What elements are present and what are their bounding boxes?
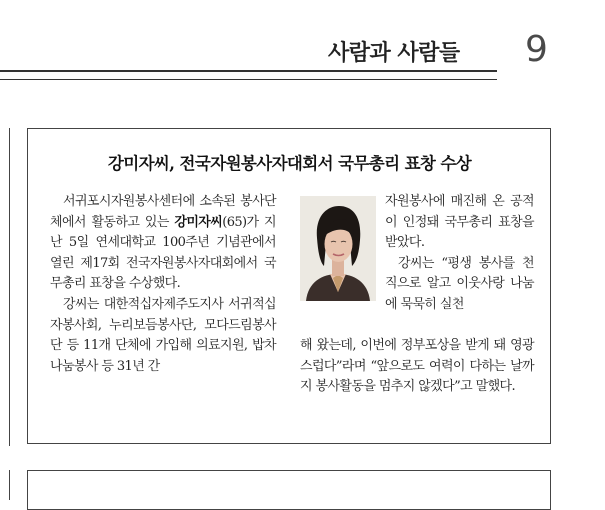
portrait-illustration [300, 196, 376, 301]
paragraph-text: (65)가 지난 5일 연세대학교 100주년 기념관에서 열린 제17회 전국자원봉사자대회에서 국무총리 표창을 수상했다. [50, 214, 276, 292]
article-paragraph: 자원봉사에 매진해 온 공적이 인정돼 국무총리 표창을 받았다. [385, 194, 534, 251]
paragraph-text: 서귀포시자원봉사센터에 소속된 봉사단체에서 활동하고 있는 [50, 194, 276, 230]
section-title: 사람과 사람들 [328, 41, 460, 66]
article-headline: 강미자씨, 전국자원봉사자대회서 국무총리 표창 수상 [107, 154, 472, 173]
page-header [0, 0, 605, 100]
article-left-column [50, 192, 276, 377]
portrait-photo [300, 196, 376, 301]
adjacent-article-edge [0, 128, 10, 446]
next-article-box [27, 470, 551, 510]
adjacent-article-edge-lower [0, 470, 10, 500]
person-name: 강미자씨 [174, 214, 223, 230]
article-paragraph: 강씨는 “평생 봉사를 천직으로 알고 이웃사랑 나눔에 묵묵히 실천 [385, 255, 534, 312]
header-rule-thin [0, 79, 497, 80]
header-rule-thick [0, 70, 497, 72]
article-paragraph: 해 왔는데, 이번에 정부포상을 받게 돼 영광스럽다”라며 “앞으로도 여력이 다하는 날까지 봉사활동을 멈추지 않겠다”고 말했다. [300, 338, 534, 395]
article-paragraph: 강씨는 대한적십자제주도지사 서귀적십자봉사회, 누리보듬봉사단, 모다드림봉사단 등 11개 단체에 가입해 의료지원, 밥차 나눔봉사 등 31년 간 [50, 296, 276, 374]
article-right-column [385, 192, 534, 316]
article-paragraph [50, 192, 276, 295]
page-number: 9 [525, 29, 548, 70]
article-right-column-lower [300, 336, 534, 398]
